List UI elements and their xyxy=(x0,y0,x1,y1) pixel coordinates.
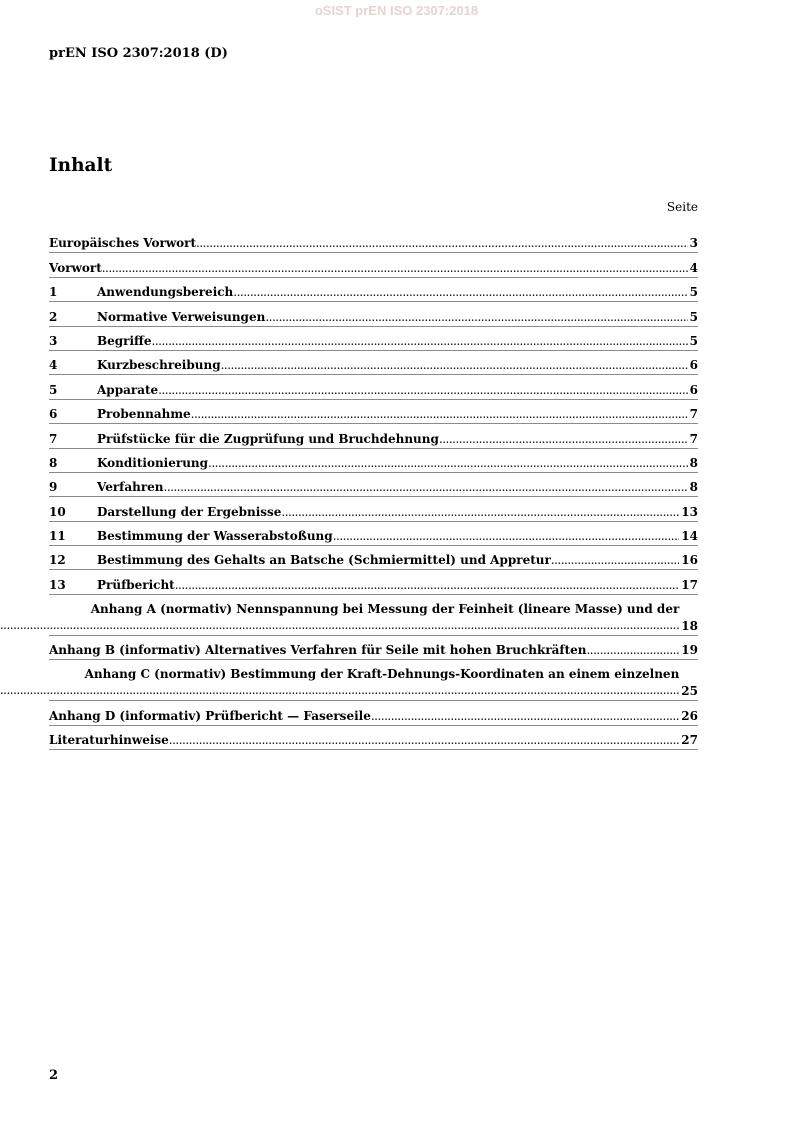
toc-entry-title: Vorwort xyxy=(49,260,102,275)
leader-dots xyxy=(152,334,688,348)
toc-entry-number: 12 xyxy=(49,553,66,568)
toc-entry-title: Begriffe xyxy=(97,333,152,348)
leader-dots xyxy=(164,480,688,494)
document-id: prEN ISO 2307:2018 (D) xyxy=(49,46,228,61)
leader-dots xyxy=(586,643,679,657)
toc-entry[interactable] xyxy=(49,375,698,399)
toc-entry-title: Bestimmung des Gehalts an Batsche (Schmiermittel) und Appretur xyxy=(97,553,551,568)
toc-annex-title: Anhang A (normativ) Nennspannung bei Messung der Feinheit (lineare Masse) und der xyxy=(90,601,680,616)
leader-dots xyxy=(0,682,679,698)
leader-dots xyxy=(208,456,688,470)
toc-entry-title: Probennahme xyxy=(97,407,191,422)
toc-entry[interactable] xyxy=(49,570,698,594)
leader-dots xyxy=(439,432,688,446)
toc-entry-number: 1 xyxy=(49,285,58,300)
toc-entry[interactable] xyxy=(49,229,698,253)
leader-dots xyxy=(175,578,680,592)
toc-annex-title: Anhang B (informativ) Alternatives Verfahren für Seile mit hohen Bruchkräften xyxy=(49,643,587,658)
toc-entry-number: 2 xyxy=(49,309,58,324)
toc-entry-title: Verfahren xyxy=(97,480,164,495)
toc-entry-page: 14 xyxy=(681,529,698,544)
leader-dots xyxy=(158,383,687,397)
toc-annex-entry[interactable] xyxy=(49,660,698,701)
toc-entry-page: 6 xyxy=(689,358,698,373)
toc-entry[interactable] xyxy=(49,327,698,351)
toc-entry-title: Prüfstücke für die Zugprüfung und Bruchdehnung xyxy=(97,431,439,446)
toc-entry[interactable] xyxy=(49,278,698,302)
toc-entry-title: Prüfbericht xyxy=(97,577,175,592)
toc-entry-page: 5 xyxy=(689,309,698,324)
toc-annex-entry[interactable] xyxy=(49,701,698,725)
toc-entry-number: 5 xyxy=(49,382,58,397)
toc-annex-title: Anhang D (informativ) Prüfbericht — Faserseile xyxy=(49,708,371,723)
toc-entry-page: 3 xyxy=(689,236,698,251)
toc-annex-entry[interactable] xyxy=(49,595,698,636)
leader-dots xyxy=(281,505,679,519)
toc-entry-number: 10 xyxy=(49,504,66,519)
toc-entry-page: 5 xyxy=(689,285,698,300)
toc-annex-entry[interactable] xyxy=(49,636,698,660)
watermark: oSIST prEN ISO 2307:2018 xyxy=(314,3,479,18)
toc-entry-title: Europäisches Vorwort xyxy=(49,236,197,251)
toc-entry[interactable] xyxy=(49,497,698,521)
leader-dots xyxy=(196,236,688,250)
toc-entry-page: 4 xyxy=(689,260,698,275)
toc-entry-number: 9 xyxy=(49,480,58,495)
toc-entry[interactable] xyxy=(49,473,698,497)
toc-entry[interactable] xyxy=(49,351,698,375)
toc-entry-number: 6 xyxy=(49,407,58,422)
leader-dots xyxy=(169,733,680,747)
toc-entry-number: 4 xyxy=(49,358,58,373)
leader-dots xyxy=(333,529,680,543)
toc-entry-page: 19 xyxy=(681,643,698,658)
toc-entry[interactable] xyxy=(49,424,698,448)
toc-entry[interactable] xyxy=(49,302,698,326)
toc-entry-page: 26 xyxy=(681,708,698,723)
toc-entry-title: Apparate xyxy=(97,382,159,397)
toc-entry-page: 5 xyxy=(689,333,698,348)
toc-entry[interactable] xyxy=(49,253,698,277)
toc-entry[interactable] xyxy=(49,522,698,546)
leader-dots xyxy=(233,285,687,299)
toc-entry-number: 3 xyxy=(49,333,58,348)
toc-entry-page: 7 xyxy=(689,431,698,446)
toc-entry-page: 16 xyxy=(681,553,698,568)
toc-entry-page: 6 xyxy=(689,382,698,397)
toc-entry[interactable] xyxy=(49,400,698,424)
toc-entry-page: 27 xyxy=(681,733,698,748)
toc-entry[interactable] xyxy=(49,546,698,570)
toc-entry-title: Konditionierung xyxy=(97,455,209,470)
toc-entry-number: 11 xyxy=(49,529,66,544)
toc-annex-title: Anhang C (normativ) Bestimmung der Kraft-Dehnungs-Koordinaten an einem einzelnen xyxy=(84,667,680,682)
leader-dots xyxy=(371,709,679,723)
toc-entry-title: Normative Verweisungen xyxy=(97,309,266,324)
toc-entry-page: 17 xyxy=(681,577,698,592)
leader-dots xyxy=(265,310,687,324)
toc-entry-page: 13 xyxy=(681,504,698,519)
toc-title: Inhalt xyxy=(49,155,113,176)
page-number: 2 xyxy=(49,1068,59,1083)
toc-entry-number: 7 xyxy=(49,431,58,446)
toc-entry-page: 8 xyxy=(689,480,698,495)
toc-entry-number: 8 xyxy=(49,455,58,470)
leader-dots xyxy=(191,407,688,421)
toc-entry-page: 7 xyxy=(689,407,698,422)
toc-entry-bibliography[interactable] xyxy=(49,726,698,750)
toc-entry-title: Kurzbeschreibung xyxy=(97,358,221,373)
toc-entry-title: Darstellung der Ergebnisse xyxy=(97,504,282,519)
table-of-contents xyxy=(49,229,698,750)
toc-entry-page: 25 xyxy=(681,684,698,699)
leader-dots xyxy=(0,617,679,633)
leader-dots xyxy=(221,358,688,372)
toc-entry-title: Anwendungsbereich xyxy=(97,285,234,300)
page-column-label: Seite xyxy=(666,200,698,214)
toc-entry-title: Bestimmung der Wasserabstoßung xyxy=(97,529,333,544)
toc-entry-page: 18 xyxy=(681,618,698,633)
toc-entry-page: 8 xyxy=(689,455,698,470)
toc-entry-number: 13 xyxy=(49,577,66,592)
leader-dots xyxy=(102,261,688,275)
toc-entry[interactable] xyxy=(49,449,698,473)
leader-dots xyxy=(551,553,680,567)
toc-entry-title: Literaturhinweise xyxy=(49,733,169,748)
